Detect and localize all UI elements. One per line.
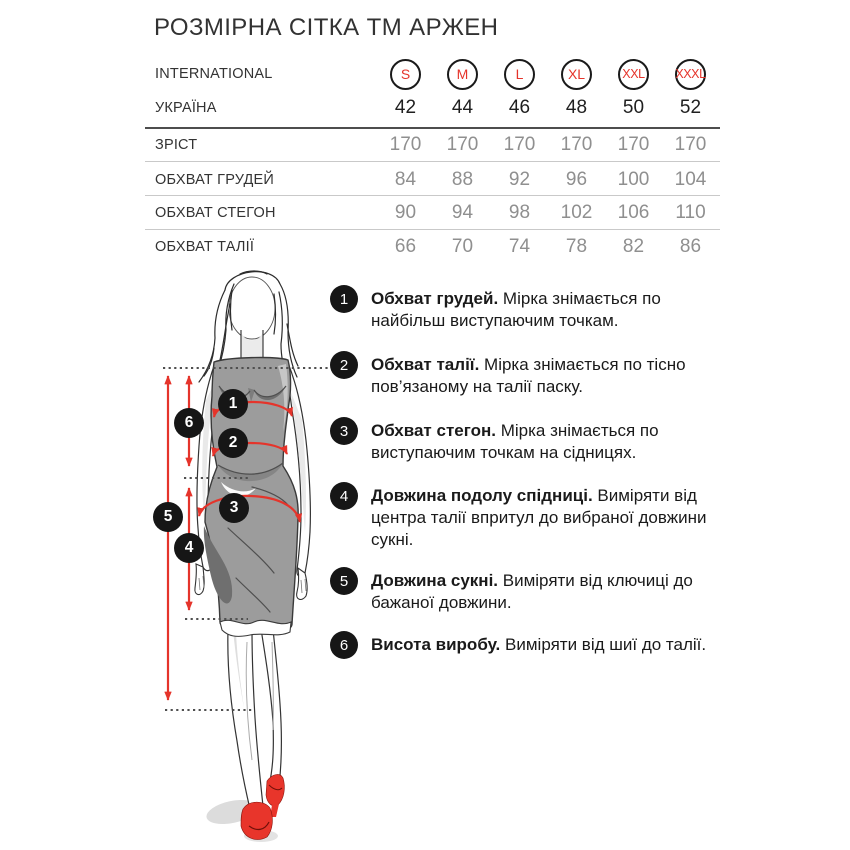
table-cell: 74 <box>508 236 531 257</box>
table-cell: 110 <box>675 202 706 223</box>
size-circle-xl <box>561 59 592 90</box>
table-cell: 66 <box>394 236 417 257</box>
table-divider <box>145 229 720 230</box>
table-cell: 44 <box>451 97 474 118</box>
legend-desc: Виміряти від ключиці до бажаної довжини. <box>371 571 693 612</box>
table-row-bust <box>155 168 719 192</box>
size-letter: S <box>400 66 411 82</box>
table-cell: 88 <box>451 169 474 190</box>
size-letter: XL <box>567 66 586 82</box>
table-cell: 102 <box>560 202 593 223</box>
legend-term: Довжина подолу спідниці. <box>371 486 593 505</box>
legend-number-badge: 3 <box>330 417 358 445</box>
legend-text <box>371 570 709 614</box>
figure-marker-1: 1 <box>218 389 248 419</box>
figure-marker-6: 6 <box>174 408 204 438</box>
legend-number-badge: 5 <box>330 567 358 595</box>
table-divider <box>145 195 720 196</box>
table-cell: 170 <box>389 134 422 155</box>
legend-desc: Виміряти від шиї до талії. <box>505 635 707 654</box>
legend-number-badge: 2 <box>330 351 358 379</box>
table-row-international <box>155 56 719 92</box>
table-row-hips <box>155 201 719 225</box>
legend-number-badge: 1 <box>330 285 358 313</box>
legend-text <box>371 634 709 659</box>
table-cell: 48 <box>565 97 588 118</box>
legend-number-badge: 6 <box>330 631 358 659</box>
legend-item-waist <box>330 354 709 398</box>
row-label-hips: ОБХВАТ СТЕГОН <box>155 205 276 221</box>
table-cell: 170 <box>560 134 593 155</box>
size-circle-s <box>390 59 421 90</box>
legend-term: Довжина сукні. <box>371 571 499 590</box>
table-cell: 96 <box>565 169 588 190</box>
legend-text <box>371 485 709 551</box>
legend-term: Обхват талії. <box>371 355 480 374</box>
woman-dress-sketch-icon <box>140 260 350 850</box>
size-letter: XXXL <box>675 67 706 81</box>
table-cell: 104 <box>674 169 707 190</box>
legend-item-bust <box>330 288 709 332</box>
table-cell: 78 <box>565 236 588 257</box>
table-cell: 50 <box>622 97 645 118</box>
legend-desc: Мірка знімається по тісно пов’язаному на талії паску. <box>371 355 686 396</box>
table-cell: 46 <box>508 97 531 118</box>
legend-term: Обхват грудей. <box>371 289 499 308</box>
size-circle-xxl <box>618 59 649 90</box>
legend-text <box>371 288 709 332</box>
size-letter: L <box>515 66 524 82</box>
table-cell: 86 <box>679 236 702 257</box>
table-cell: 100 <box>617 169 650 190</box>
legend-term: Висота виробу. <box>371 635 501 654</box>
figure-marker-4: 4 <box>174 533 204 563</box>
table-cell: 82 <box>622 236 645 257</box>
legend-item-dress-length <box>330 570 709 614</box>
table-cell: 90 <box>394 202 417 223</box>
table-cell: 94 <box>451 202 474 223</box>
table-cell: 170 <box>617 134 650 155</box>
legend-item-skirt-length <box>330 485 709 551</box>
table-divider <box>145 127 720 129</box>
size-circle-m <box>447 59 478 90</box>
table-cell: 52 <box>679 97 702 118</box>
legend-desc: Мірка знімається по виступаючим точкам на сідницях. <box>371 421 659 462</box>
table-cell: 98 <box>508 202 531 223</box>
table-row-height <box>155 133 719 157</box>
row-label-height: ЗРІСТ <box>155 137 198 153</box>
figure-marker-3: 3 <box>219 493 249 523</box>
row-label-bust: ОБХВАТ ГРУДЕЙ <box>155 172 275 188</box>
table-cell: 170 <box>503 134 536 155</box>
legend-item-product-height <box>330 634 709 659</box>
row-label-international: INTERNATIONAL <box>155 66 273 82</box>
table-cell: 170 <box>446 134 479 155</box>
legend-number-badge: 4 <box>330 482 358 510</box>
figure-marker-2: 2 <box>218 428 248 458</box>
legend-desc: Виміряти від центра талії впритул до вибраної довжини сукні. <box>371 486 707 549</box>
legend-text <box>371 354 709 398</box>
size-circle-l <box>504 59 535 90</box>
row-label-waist: ОБХВАТ ТАЛІЇ <box>155 239 255 255</box>
table-cell: 70 <box>451 236 474 257</box>
figure-illustration <box>140 260 350 850</box>
figure-marker-5: 5 <box>153 502 183 532</box>
page-title: РОЗМІРНА СІТКА ТМ АРЖЕН <box>154 14 499 41</box>
table-cell: 92 <box>508 169 531 190</box>
legend-term: Обхват стегон. <box>371 421 496 440</box>
size-circle-xxxl <box>675 59 706 90</box>
table-cell: 84 <box>394 169 417 190</box>
size-letter: M <box>456 66 469 82</box>
table-cell: 170 <box>674 134 707 155</box>
table-row-waist <box>155 235 719 259</box>
legend-desc: Мірка знімається по найбільш виступаючим точкам. <box>371 289 661 330</box>
table-divider <box>145 161 720 162</box>
table-cell: 106 <box>617 202 650 223</box>
legend-text <box>371 420 709 464</box>
legend-item-hips <box>330 420 709 464</box>
table-row-ukraine <box>155 96 719 120</box>
table-cell: 42 <box>394 97 417 118</box>
size-letter: XXL <box>622 67 645 81</box>
row-label-ukraine: УКРАЇНА <box>155 100 217 116</box>
